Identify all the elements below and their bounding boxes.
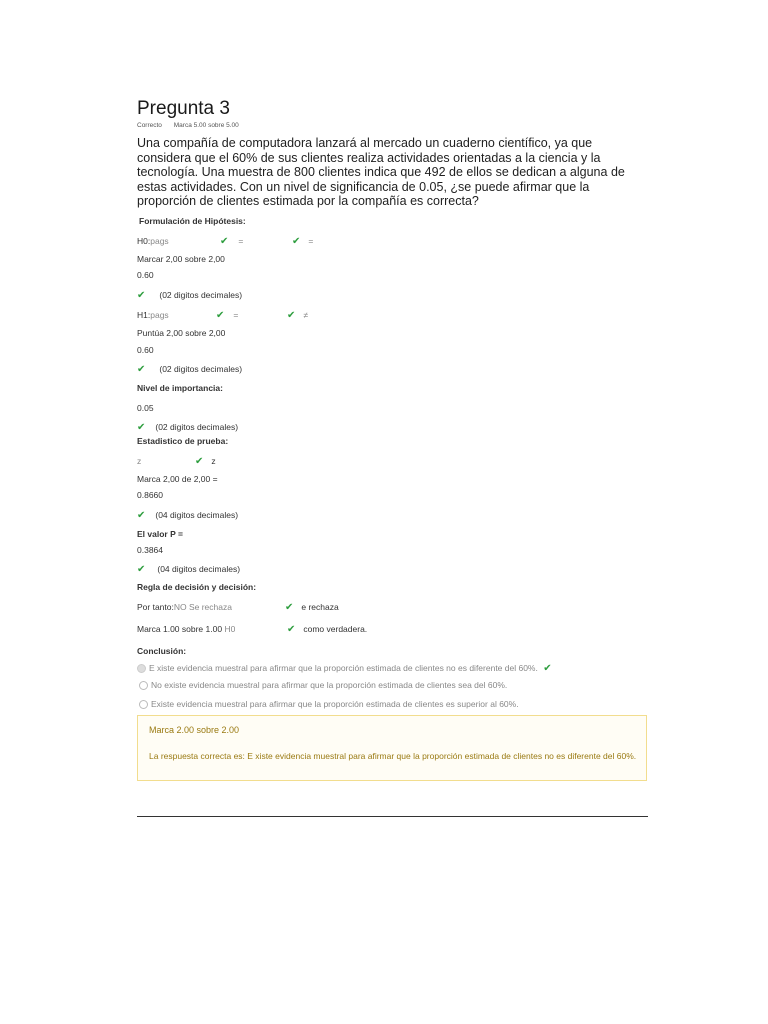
feedback-mark: Marca 2.00 sobre 2.00 — [149, 725, 240, 735]
h1-input[interactable]: pags — [150, 310, 169, 320]
check-icon: ✔ — [137, 510, 146, 521]
pvalue-note-row — [137, 564, 240, 575]
decision-select-2[interactable] — [287, 624, 367, 635]
statistic-input[interactable]: z — [137, 456, 142, 466]
statistic-select-value: z — [211, 456, 216, 466]
h0-value[interactable]: 0.60 — [137, 270, 154, 280]
h1-value[interactable]: 0.60 — [137, 345, 154, 355]
check-icon: ✔ — [220, 236, 229, 247]
conclusion-heading: Conclusión: — [137, 646, 187, 656]
decision-select-2-value: como verdadera. — [303, 624, 368, 634]
h1-select-1-value: = — [233, 310, 239, 320]
check-icon: ✔ — [285, 602, 294, 613]
significance-value[interactable]: 0.05 — [137, 403, 154, 413]
h0-note: (02 digitos decimales) — [159, 290, 243, 300]
h0-select-2[interactable] — [292, 236, 313, 247]
decision-prefix: Por tanto: — [137, 602, 174, 612]
divider — [137, 816, 648, 817]
significance-heading: Nivel de importancia: — [137, 383, 223, 393]
h0-input[interactable]: pags — [150, 236, 169, 246]
h0-select-1-value: = — [238, 236, 244, 246]
h0-note-row — [137, 290, 242, 301]
statistic-note-row — [137, 510, 238, 521]
question-mark: Marca 5.00 sobre 5.00 — [173, 122, 239, 129]
hypothesis-heading: Formulación de Hipótesis: — [139, 216, 246, 226]
h1-note: (02 digitos decimales) — [159, 364, 243, 374]
decision-select-1-value: e rechaza — [301, 602, 339, 612]
question-status: Correcto — [137, 122, 162, 129]
check-icon: ✔ — [137, 564, 146, 575]
question-meta — [137, 122, 649, 132]
question-header — [137, 98, 649, 209]
statistic-mark: Marca 2,00 de 2,00 = — [137, 474, 218, 484]
check-icon: ✔ — [287, 310, 296, 321]
decision-mark-row — [137, 624, 235, 634]
question-title: Pregunta 3 — [137, 98, 230, 119]
conclusion-option-1[interactable] — [137, 663, 553, 674]
statistic-value[interactable]: 0.8660 — [137, 490, 163, 500]
feedback-answer: La respuesta correcta es: E xiste evidencia muestral para afirmar que la proporción estimada de clientes no es diferente del 60%. — [149, 751, 637, 761]
check-icon: ✔ — [137, 290, 146, 301]
check-icon: ✔ — [216, 310, 225, 321]
h1-row — [137, 310, 169, 320]
h0-select-1[interactable] — [220, 236, 243, 247]
decision-input[interactable]: NO Se rechaza — [173, 602, 232, 612]
check-icon: ✔ — [137, 364, 146, 375]
statistic-select[interactable] — [195, 456, 216, 467]
h1-note-row — [137, 364, 242, 375]
significance-note: (02 digitos decimales) — [155, 422, 239, 432]
check-icon: ✔ — [287, 624, 296, 635]
h1-select-2-value: ≠ — [303, 310, 309, 320]
pvalue-heading: El valor P = — [137, 529, 183, 539]
check-icon: ✔ — [543, 663, 552, 674]
h0-row — [137, 236, 169, 246]
h1-select-2[interactable] — [287, 310, 308, 321]
conclusion-option-1-label: E xiste evidencia muestral para afirmar que la proporción estimada de clientes no es diferente del 60%. — [149, 663, 538, 673]
pvalue-value[interactable]: 0.3864 — [137, 545, 163, 555]
decision-row — [137, 602, 232, 612]
decision-mark: Marca 1.00 sobre 1.00 — [137, 624, 223, 634]
h0-label: H0: — [137, 236, 151, 246]
h0-mark: Marcar 2,00 sobre 2,00 — [137, 254, 225, 264]
radio-icon[interactable] — [139, 681, 148, 690]
decision-heading: Regla de decisión y decisión: — [137, 582, 257, 592]
statistic-heading: Estadistico de prueba: — [137, 436, 229, 446]
h1-label: H1: — [137, 310, 151, 320]
pvalue-note: (04 digitos decimales) — [157, 564, 241, 574]
significance-note-row — [137, 422, 238, 433]
question-text: Una compañía de computadora lanzará al mercado un cuaderno científico, ya que considera que el 60% de sus clientes realiza actividades orientadas a la ciencia y la tecnología. Una muestra de 800 clientes indica que 492 de ellos se dedican a alguna de estas actividades. Con un nivel de significancia de 0.05, ¿se puede afirmar que la proporción de clientes estimada por la compañía es correcta? — [137, 136, 625, 209]
decision-input-2[interactable]: H0 — [224, 624, 236, 634]
h1-mark: Puntúa 2,00 sobre 2,00 — [137, 328, 226, 338]
check-icon: ✔ — [137, 422, 146, 433]
check-icon: ✔ — [292, 236, 301, 247]
conclusion-option-3[interactable] — [139, 699, 519, 709]
conclusion-option-3-label: Existe evidencia muestral para afirmar que la proporción estimada de clientes es superior al 60%. — [151, 699, 519, 709]
feedback-box — [137, 715, 647, 781]
h1-select-1[interactable] — [216, 310, 238, 321]
conclusion-option-2-label: No existe evidencia muestral para afirmar que la proporción estimada de clientes sea del 60%. — [151, 680, 508, 690]
check-icon: ✔ — [195, 456, 204, 467]
conclusion-option-2[interactable] — [139, 680, 507, 690]
radio-icon[interactable] — [139, 700, 148, 709]
radio-icon[interactable] — [137, 664, 146, 673]
h0-select-2-value: = — [308, 236, 314, 246]
decision-select-1[interactable] — [285, 602, 339, 613]
statistic-note: (04 digitos decimales) — [155, 510, 239, 520]
